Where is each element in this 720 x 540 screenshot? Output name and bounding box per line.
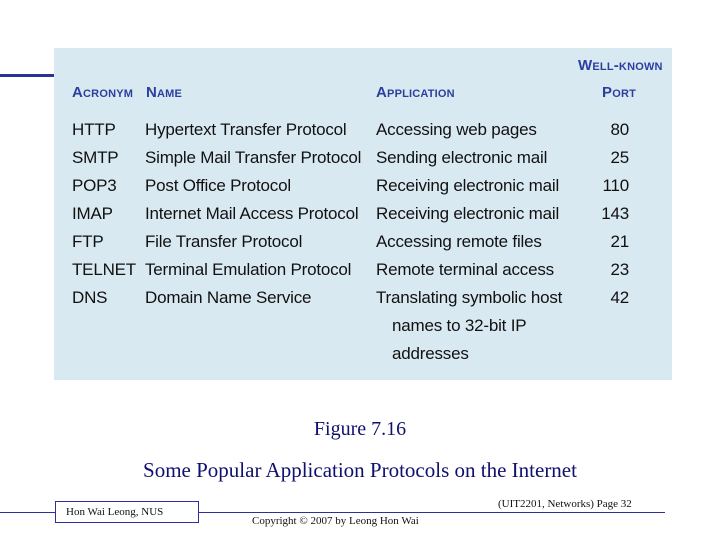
cell-application: Remote terminal access — [376, 260, 554, 279]
cell-name: Hypertext Transfer Protocol — [145, 120, 347, 139]
footer-rule-left — [0, 512, 55, 513]
cell-application-continuation: names to 32-bit IP — [392, 316, 527, 335]
cell-application: Receiving electronic mail — [376, 204, 560, 223]
footer-copyright: Copyright © 2007 by Leong Hon Wai — [252, 515, 419, 527]
cell-port: 21 — [610, 232, 629, 251]
cell-application-continuation: addresses — [392, 344, 469, 363]
cell-acronym: DNS — [72, 288, 108, 307]
header-name: Name — [146, 84, 183, 101]
cell-acronym: IMAP — [72, 204, 113, 223]
cell-application: Sending electronic mail — [376, 148, 548, 167]
header-port-line2: Port — [602, 84, 637, 101]
cell-name: Terminal Emulation Protocol — [145, 260, 352, 279]
header-acronym: Acronym — [72, 84, 134, 101]
cell-acronym: POP3 — [72, 176, 117, 195]
header-port-line1: Well-known — [578, 57, 663, 74]
cell-name: Internet Mail Access Protocol — [145, 204, 359, 223]
cell-name: Post Office Protocol — [145, 176, 291, 195]
cell-acronym: TELNET — [72, 260, 136, 279]
cell-application: Accessing web pages — [376, 120, 537, 139]
figure-number: Figure 7.16 — [313, 418, 407, 440]
cell-port: 143 — [601, 204, 629, 223]
cell-name: Domain Name Service — [145, 288, 312, 307]
cell-application: Receiving electronic mail — [376, 176, 560, 195]
footer-page-ref: (UIT2201, Networks) Page 32 — [498, 498, 632, 510]
figure-title: Some Popular Application Protocols on the Internet — [143, 458, 577, 482]
cell-port: 23 — [610, 260, 629, 279]
footer-rule-right — [199, 512, 665, 513]
cell-acronym: SMTP — [72, 148, 119, 167]
cell-port: 110 — [602, 176, 629, 195]
footer-author: Hon Wai Leong, NUS — [66, 506, 164, 518]
cell-port: 25 — [610, 148, 629, 167]
protocol-table — [54, 48, 672, 380]
cell-name: File Transfer Protocol — [145, 232, 303, 251]
cell-name: Simple Mail Transfer Protocol — [145, 148, 362, 167]
cell-port: 80 — [610, 120, 629, 139]
cell-application: Translating symbolic host — [376, 288, 563, 307]
cell-port: 42 — [610, 288, 629, 307]
title-accent-bar — [0, 74, 54, 77]
cell-acronym: FTP — [72, 232, 104, 251]
cell-acronym: HTTP — [72, 120, 116, 139]
cell-application: Accessing remote files — [376, 232, 542, 251]
header-application: Application — [376, 84, 455, 101]
